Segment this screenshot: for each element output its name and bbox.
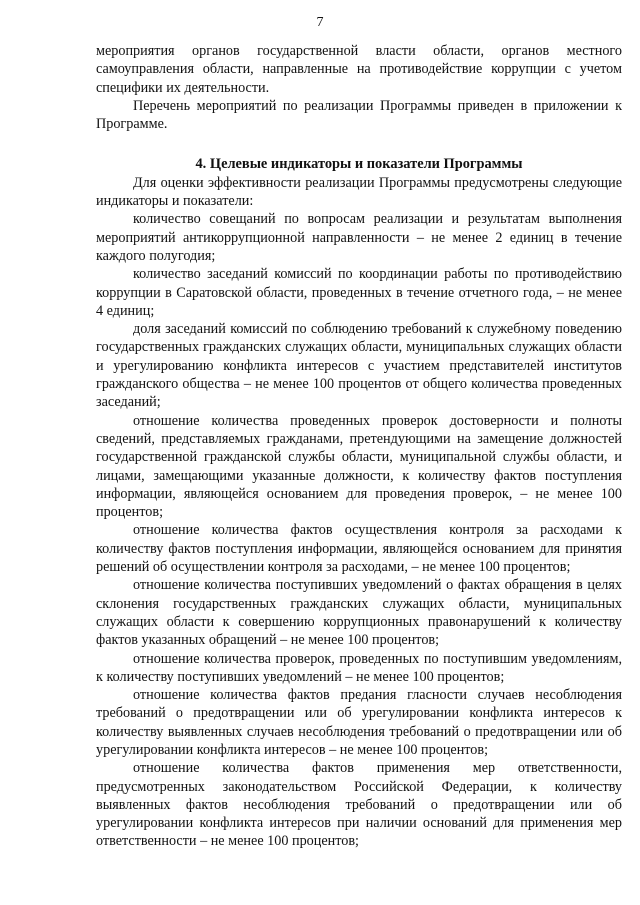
paragraph: мероприятия органов государственной власти области, органов местного самоуправления области, направленные на противодействие коррупции с учетом специфики их деятельности. xyxy=(96,43,622,96)
indicator-item: отношение количества проведенных проверок достоверности и полноты сведений, представляемых гражданами, претендующими на замещение должностей государственной гражданской службы области, муниципальной службы области, и лицами, замещающими указанные должности, к количеству фактов поступления информации, являющейся основанием для проведения проверок, – не менее 100 процентов; xyxy=(96,412,622,521)
indicator-item: отношение количества поступивших уведомлений о фактах обращения в целях склонения государственных гражданских служащих области, муниципальных служащих области к совершению коррупционных правонарушений к количеству фактов указанных обращений – не менее 100 процентов; xyxy=(96,577,622,649)
indicator-item: отношение количества фактов применения мер ответственности, предусмотренных законодательством Российской Федерации, к количеству выявленных фактов несоблюдения требований о предотвращении или об урегулировании конфликта интересов при наличии оснований для применения мер ответственности – не менее 100 процентов; xyxy=(96,760,622,850)
indicator-item: доля заседаний комиссий по соблюдению требований к служебному поведению государственных гражданских служащих области, муниципальных служащих области и урегулированию конфликта интересов с участием представителей институтов гражданского общества – не менее 100 процентов от общего количества проведенных заседаний; xyxy=(96,321,622,411)
section-heading: 4. Целевые индикаторы и показатели Программы xyxy=(195,156,523,173)
indicator-item: количество заседаний комиссий по координации работы по противодействию коррупции в Саратовской области, проведенных в течение отчетного года, – не менее 4 единиц; xyxy=(96,266,622,319)
document-body xyxy=(96,42,622,851)
paragraph: Для оценки эффективности реализации Программы предусмотрены следующие индикаторы и показатели: xyxy=(96,174,622,210)
indicator-item: количество совещаний по вопросам реализации и результатам выполнения мероприятий антикоррупционной направленности – не менее 2 единиц в течение каждого полугодия; xyxy=(96,211,622,264)
page-number: 7 xyxy=(316,15,324,30)
paragraph: Перечень мероприятий по реализации Программы приведен в приложении к Программе. xyxy=(96,97,622,133)
indicator-item: отношение количества фактов осуществления контроля за расходами к количеству фактов поступления информации, являющейся основанием для принятия решений об осуществлении контроля за расходами, – не менее 100 процентов; xyxy=(96,522,622,576)
indicator-item: отношение количества проверок, проведенных по поступившим уведомлениям, к количеству поступивших уведомлений – не менее 100 процентов; xyxy=(96,650,622,685)
indicator-item: отношение количества фактов предания гласности случаев несоблюдения требований о предотвращении или об урегулировании конфликта интересов к количеству выявленных случаев несоблюдения требований о предотвращении или об урегулировании конфликта интересов – не менее 100 процентов; xyxy=(96,687,622,758)
